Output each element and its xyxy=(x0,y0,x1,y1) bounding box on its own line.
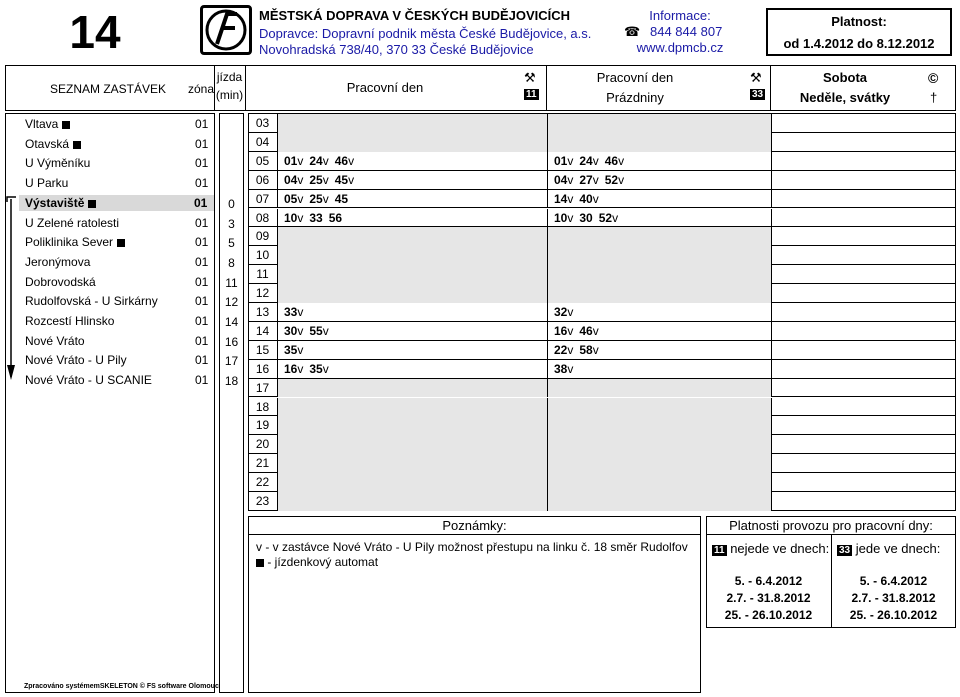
departure-minute: 05 xyxy=(284,191,298,206)
departure-note: v xyxy=(297,191,304,206)
departure-minute: 27 xyxy=(579,172,593,187)
hour-row xyxy=(248,473,956,492)
direction-arrow xyxy=(6,195,20,385)
holiday-cell xyxy=(547,265,771,284)
stop-name: U Parku xyxy=(25,176,69,191)
holiday-cell xyxy=(547,341,771,360)
hour-label: 10 xyxy=(255,248,270,263)
departure-minute: 35 xyxy=(284,342,298,357)
stop-row xyxy=(5,153,245,173)
workday-cell xyxy=(277,360,547,379)
col-holiday-title-1: Pracovní den xyxy=(596,70,674,85)
departure-note: v xyxy=(322,191,329,206)
weekend-cell xyxy=(771,379,956,398)
departure-note: v xyxy=(348,172,355,187)
stop-name: Rozcestí Hlinsko xyxy=(25,314,115,328)
stop-row xyxy=(5,350,245,370)
holiday-cell xyxy=(547,435,771,454)
cross-icon: † xyxy=(930,90,938,105)
stop-row xyxy=(5,272,245,292)
stop-zone: 01 xyxy=(195,353,209,368)
stop-name: U Zelené ratolesti xyxy=(25,215,120,230)
workday-cell xyxy=(277,379,547,398)
validity-running: 33 jede ve dnech: xyxy=(839,541,941,556)
col-saturday-title: Sobota xyxy=(822,70,868,85)
weekend-cell xyxy=(771,171,956,190)
hour-row xyxy=(248,435,956,454)
departure-note: v xyxy=(567,210,574,225)
col-sunday-title: Neděle, svátky xyxy=(799,90,891,105)
website-link[interactable]: www.dpmcb.cz xyxy=(636,40,724,55)
weekend-cell xyxy=(771,416,956,435)
departure-minute: 01 xyxy=(554,153,568,168)
departure-minute: 35 xyxy=(309,361,323,376)
departure-minute: 24 xyxy=(579,153,593,168)
weekend-cell xyxy=(771,265,956,284)
stop-ride-time: 18 xyxy=(224,374,239,389)
departure-note: v xyxy=(592,342,599,357)
hour-label: 12 xyxy=(255,286,270,301)
departure-minute: 45 xyxy=(334,172,349,187)
hour-row xyxy=(248,114,956,133)
departure-minute: 45 xyxy=(334,191,349,206)
departure-minute: 33 xyxy=(284,305,298,319)
holiday-cell xyxy=(547,227,771,246)
col-workday-title: Pracovní den xyxy=(346,80,424,95)
weekend-cell xyxy=(771,246,956,265)
ticket-machine-icon xyxy=(88,200,96,208)
ticket-machine-icon xyxy=(256,559,264,567)
stop-row xyxy=(5,173,245,193)
col-holiday-title-2: Prázdniny xyxy=(606,90,664,105)
note-33-badge: 33 xyxy=(752,89,764,100)
stop-row xyxy=(5,252,245,272)
holiday-cell xyxy=(547,360,771,379)
weekend-cell xyxy=(771,114,956,133)
validity-date: 2.7. - 31.8.2012 xyxy=(726,591,811,605)
holiday-cell xyxy=(547,473,771,492)
departure-minute: 14 xyxy=(554,191,568,206)
stop-row xyxy=(5,114,245,134)
workday-cell xyxy=(277,246,547,265)
hour-row xyxy=(248,416,956,435)
stop-name: U Výměníku xyxy=(25,156,91,171)
departure-minute: 33 xyxy=(309,210,323,225)
stop-zone: 01 xyxy=(195,176,209,191)
stop-name: Rudolfovská - U Sirkárny xyxy=(25,294,158,309)
hour-label: 05 xyxy=(255,153,270,168)
workday-cell xyxy=(277,322,547,341)
address-text: Novohradská 738/40, 370 33 České Budějovice xyxy=(259,42,534,57)
holiday-cell xyxy=(547,209,771,228)
departure-minute: 04 xyxy=(284,172,298,187)
validity-not-running: 11 nejede ve dnech: xyxy=(714,541,830,556)
stop-name: Vltava xyxy=(25,117,59,131)
workday-cell xyxy=(277,190,547,209)
company-title: MĚSTSKÁ DOPRAVA V ČESKÝCH BUDĚJOVICÍCH xyxy=(259,8,571,23)
stop-zone: 01 xyxy=(195,215,209,230)
departure-minute: 04 xyxy=(554,172,568,187)
workday-cell xyxy=(277,284,547,303)
weekend-cell xyxy=(771,492,956,511)
holiday-cell xyxy=(547,492,771,511)
stop-zone: 01 xyxy=(195,136,209,151)
departure-minute: 52 xyxy=(604,172,619,187)
departure-note: v xyxy=(567,323,574,338)
departure-minute: 38 xyxy=(554,361,568,376)
workday-cell xyxy=(277,265,547,284)
hour-label: 17 xyxy=(255,380,270,395)
holiday-cell xyxy=(547,454,771,473)
departure-note: v xyxy=(322,323,329,338)
workday-cell xyxy=(277,492,547,511)
hour-row xyxy=(248,152,956,171)
departure-note: v xyxy=(567,361,574,376)
validity-date: 5. - 6.4.2012 xyxy=(859,574,928,588)
departure-minute: 55 xyxy=(309,323,323,338)
validity-date: 2.7. - 31.8.2012 xyxy=(851,591,936,605)
departure-note: v xyxy=(567,191,574,206)
stop-zone: 01 xyxy=(194,195,208,210)
stop-row xyxy=(5,232,245,252)
departure-minute: 30 xyxy=(579,210,593,225)
stop-row xyxy=(5,370,245,390)
stop-name: Nové Vráto xyxy=(25,333,85,348)
weekend-cell xyxy=(771,152,956,171)
holiday-cell xyxy=(547,246,771,265)
stop-zone: 01 xyxy=(195,156,209,171)
departure-note: v xyxy=(297,172,304,187)
holiday-cell xyxy=(547,379,771,398)
departure-note: v xyxy=(567,172,574,187)
holiday-cell xyxy=(547,398,771,417)
ride-unit-label: (min) xyxy=(215,88,244,102)
hour-label: 09 xyxy=(255,229,270,244)
departure-minute: 46 xyxy=(604,153,619,168)
departure-note: v xyxy=(567,153,574,168)
weekend-cell xyxy=(771,322,956,341)
workday-cell xyxy=(277,398,547,417)
hour-row xyxy=(248,360,956,379)
validity-date: 25. - 26.10.2012 xyxy=(849,608,938,622)
departure-note: v xyxy=(322,361,329,376)
stop-row xyxy=(5,193,245,213)
hour-label: 07 xyxy=(255,191,270,206)
notes-line-transfer: v - v zastávce Nové Vráto - U Pily možnost přestupu na linku č. 18 směr Rudolfov xyxy=(256,540,688,554)
departure-minute: 22 xyxy=(554,342,568,357)
hour-row xyxy=(248,454,956,473)
hour-label: 22 xyxy=(255,475,270,490)
stop-name: Poliklinika Sever xyxy=(25,235,114,250)
stop-zone: 01 xyxy=(195,235,209,250)
hour-row xyxy=(248,171,956,190)
validity-value: od 1.4.2012 do 8.12.2012 xyxy=(783,36,935,51)
hour-row xyxy=(248,265,956,284)
workday-cell xyxy=(277,114,547,133)
departure-note: v xyxy=(592,172,599,187)
holiday-cell xyxy=(547,303,771,322)
hour-row xyxy=(248,190,956,209)
notes-title: Poznámky: xyxy=(442,518,507,533)
departure-minute: 25 xyxy=(309,172,323,187)
hour-row xyxy=(248,227,956,246)
workday-cell xyxy=(277,209,547,228)
ticket-machine-icon xyxy=(117,239,125,247)
hour-row xyxy=(248,492,956,511)
weekend-cell xyxy=(771,473,956,492)
departure-minute: 16 xyxy=(554,323,568,338)
departure-minute: 24 xyxy=(309,153,323,168)
holiday-cell xyxy=(547,322,771,341)
stop-row xyxy=(5,331,245,351)
stop-ride-time: 0 xyxy=(228,196,235,211)
weekend-cell xyxy=(771,398,956,417)
phone-icon: ☎ xyxy=(624,24,641,39)
operator-text: Dopravce: Dopravní podnik města České Budějovice, a.s. xyxy=(259,26,592,41)
stop-ride-time: 12 xyxy=(224,295,239,310)
saturday-icon: © xyxy=(928,70,939,86)
holiday-cell xyxy=(547,133,771,152)
hour-row xyxy=(248,284,956,303)
holiday-cell xyxy=(547,416,771,435)
weekend-cell xyxy=(771,209,956,228)
stop-zone: 01 xyxy=(195,117,209,131)
workday-cell xyxy=(277,152,547,171)
ticket-machine-icon xyxy=(62,121,70,129)
stop-name: Nové Vráto - U SCANIE xyxy=(25,373,152,388)
departure-minute: 58 xyxy=(579,342,593,357)
weekend-cell xyxy=(771,341,956,360)
info-label: Informace: xyxy=(649,8,711,23)
departure-minute: 10 xyxy=(284,210,298,225)
hour-label: 13 xyxy=(255,305,270,319)
departure-minute: 56 xyxy=(328,210,343,225)
footer-credit: Zpracováno systémemSKELETON © FS software Olomouc xyxy=(24,683,219,690)
stop-row xyxy=(5,134,245,154)
stop-zone: 01 xyxy=(195,254,209,269)
weekend-cell xyxy=(771,227,956,246)
departure-note: v xyxy=(618,172,625,187)
hour-label: 08 xyxy=(255,210,270,225)
hour-row xyxy=(248,133,956,152)
stop-row xyxy=(5,291,245,311)
stop-zone: 01 xyxy=(195,294,209,309)
hour-row xyxy=(248,209,956,228)
hour-label: 18 xyxy=(255,399,270,414)
hour-label: 20 xyxy=(255,437,270,452)
stop-ride-time: 11 xyxy=(225,275,238,290)
stop-zone: 01 xyxy=(195,373,209,388)
departure-note: v xyxy=(567,342,574,357)
departure-minute: 16 xyxy=(284,361,298,376)
workday-cell xyxy=(277,341,547,360)
departure-minute: 46 xyxy=(334,153,349,168)
stop-ride-time: 16 xyxy=(224,334,239,349)
hammer-icon: ⚒ xyxy=(750,70,762,85)
departure-note: v xyxy=(322,172,329,187)
stop-zone: 01 xyxy=(195,333,209,348)
hour-label: 04 xyxy=(255,134,270,149)
departure-note: v xyxy=(592,191,599,206)
departure-note: v xyxy=(297,361,304,376)
departure-note: v xyxy=(322,153,329,168)
departure-note: v xyxy=(297,153,304,168)
hour-label: 14 xyxy=(255,323,270,338)
stop-name: Dobrovodská xyxy=(25,274,96,289)
phone-number: 844 844 807 xyxy=(650,24,723,39)
hour-label: 11 xyxy=(256,267,269,282)
stop-ride-time: 17 xyxy=(224,354,239,369)
departure-note: v xyxy=(297,323,304,338)
stop-ride-time: 3 xyxy=(228,216,235,231)
hour-label: 15 xyxy=(255,342,270,357)
holiday-cell xyxy=(547,114,771,133)
holiday-cell xyxy=(547,190,771,209)
weekend-cell xyxy=(771,435,956,454)
departure-note: v xyxy=(592,323,599,338)
workday-cell xyxy=(277,454,547,473)
hour-label: 06 xyxy=(255,172,270,187)
departure-minute: 40 xyxy=(579,191,593,206)
departure-note: v xyxy=(612,210,619,225)
hour-label: 03 xyxy=(255,116,270,130)
validity-date: 25. - 26.10.2012 xyxy=(724,608,813,622)
note-11-badge: 11 xyxy=(526,89,537,100)
holiday-cell xyxy=(547,152,771,171)
line-number: 14 xyxy=(69,6,121,58)
holiday-cell xyxy=(547,171,771,190)
stop-row xyxy=(5,311,245,331)
departure-minute: 30 xyxy=(284,323,298,338)
stop-ride-time: 14 xyxy=(224,315,239,329)
departure-note: v xyxy=(297,342,304,357)
workday-cell xyxy=(277,303,547,322)
hour-row xyxy=(248,303,956,322)
zone-label: zóna xyxy=(188,82,215,96)
workday-cell xyxy=(277,435,547,454)
hour-label: 19 xyxy=(255,418,270,433)
weekend-cell xyxy=(771,454,956,473)
departure-minute: 25 xyxy=(309,191,323,206)
stop-name: Otavská xyxy=(25,136,70,151)
workday-cell xyxy=(277,133,547,152)
departure-note: v xyxy=(592,153,599,168)
company-logo xyxy=(200,5,252,55)
departure-note: v xyxy=(348,153,355,168)
ride-label: jízda xyxy=(216,70,243,84)
departure-note: v xyxy=(567,305,574,319)
departure-minute: 46 xyxy=(579,323,593,338)
departure-note: v xyxy=(297,210,304,225)
stop-row xyxy=(5,213,245,233)
departure-note: v xyxy=(297,305,304,319)
validity-label: Platnost: xyxy=(831,14,887,29)
departure-minute: 32 xyxy=(554,305,568,319)
stop-ride-time: 5 xyxy=(228,236,235,251)
stops-list-title: SEZNAM ZASTÁVEK xyxy=(50,82,167,96)
departure-minute: 01 xyxy=(284,153,298,168)
weekend-cell xyxy=(771,284,956,303)
weekend-cell xyxy=(771,190,956,209)
ticket-machine-icon xyxy=(73,141,81,149)
stop-name: Nové Vráto - U Pily xyxy=(25,353,127,368)
hour-row xyxy=(248,341,956,360)
stop-name: Jeronýmova xyxy=(25,254,91,269)
stop-zone: 01 xyxy=(195,274,209,289)
hour-label: 21 xyxy=(255,456,270,471)
departure-minute: 52 xyxy=(598,210,613,225)
hammer-icon: ⚒ xyxy=(524,70,536,85)
departure-note: v xyxy=(618,153,625,168)
workday-cell xyxy=(277,227,547,246)
stop-name: Výstaviště xyxy=(25,195,85,210)
stop-zone: 01 xyxy=(195,314,209,328)
validity-date: 5. - 6.4.2012 xyxy=(734,574,803,588)
stop-ride-time: 8 xyxy=(228,255,235,270)
workday-cell xyxy=(277,171,547,190)
workday-cell xyxy=(277,473,547,492)
hour-label: 16 xyxy=(255,361,270,376)
workday-cell xyxy=(277,416,547,435)
weekend-cell xyxy=(771,133,956,152)
weekend-cell xyxy=(771,360,956,379)
hour-label: 23 xyxy=(255,494,270,508)
departure-minute: 10 xyxy=(554,210,568,225)
notes-line-automat: - jízdenkový automat xyxy=(256,555,378,569)
hour-row xyxy=(248,246,956,265)
hour-row xyxy=(248,379,956,398)
hour-row xyxy=(248,398,956,417)
weekend-cell xyxy=(771,303,956,322)
holiday-cell xyxy=(547,284,771,303)
validity-panel-title: Platnosti provozu pro pracovní dny: xyxy=(729,518,933,533)
hour-row xyxy=(248,322,956,341)
